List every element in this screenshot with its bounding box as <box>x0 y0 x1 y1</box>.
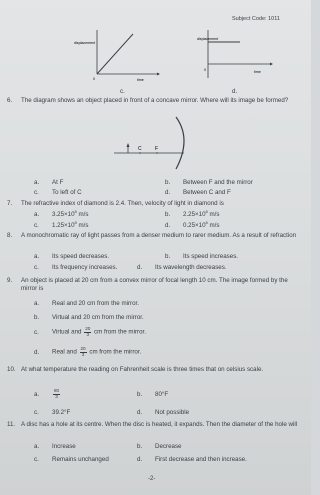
question-number: 9. <box>7 277 13 284</box>
option-text: cm from the mirror. <box>92 328 146 336</box>
option-exponent: 8 <box>74 208 77 214</box>
graph-c-letter: c. <box>120 88 125 95</box>
option-letter: c. <box>34 222 39 229</box>
graph-c <box>74 28 160 84</box>
label-f: F <box>155 146 159 152</box>
option-text: Virtual and 20 cm from the mirror. <box>52 314 144 321</box>
option-text: cm from the mirror. <box>87 348 142 356</box>
option <box>34 409 70 417</box>
numerator: 20 <box>85 326 91 331</box>
option <box>34 389 61 399</box>
option-letter: b. <box>165 253 171 260</box>
label-c: C <box>138 146 142 152</box>
option-letter: b. <box>34 314 40 321</box>
subject-code: Subject Code: 1011 <box>232 16 280 22</box>
option-text: Remains unchanged <box>52 456 109 463</box>
numerator: 20 <box>80 346 86 351</box>
option <box>34 347 141 357</box>
option-letter: c. <box>34 328 39 336</box>
question-7 <box>7 200 307 208</box>
option <box>34 264 117 272</box>
option-letter: d. <box>165 222 171 229</box>
option-text: Its wavelength decreases. <box>155 264 227 271</box>
fraction <box>80 347 87 357</box>
option-text: Its speed increases. <box>183 253 239 260</box>
option <box>137 409 189 417</box>
option-text: Its speed decreases. <box>52 253 110 260</box>
denominator: 3 <box>55 393 58 399</box>
option <box>34 179 63 187</box>
denominator: 3 <box>81 351 85 357</box>
option-letter: a. <box>34 300 40 307</box>
option-unit: m/s <box>76 222 89 229</box>
question-text: At what temperature the reading on Fahrenheit scale is three times that on celsius scale. <box>21 366 264 373</box>
option-letter: b. <box>137 391 143 398</box>
option-text: Real and 20 cm from the mirror. <box>52 300 139 307</box>
option-exponent: 8 <box>74 219 77 225</box>
option-base: 1.25×10 <box>52 222 75 229</box>
option-letter: b. <box>137 443 143 450</box>
option <box>34 189 82 197</box>
option-text: 39.2°F <box>52 409 71 416</box>
question-number: 11. <box>7 421 16 428</box>
option <box>34 300 139 308</box>
option <box>165 253 238 261</box>
option <box>137 264 227 272</box>
option-text: To left of C <box>52 189 82 196</box>
denominator: 3 <box>86 331 90 337</box>
numerator: 80 <box>54 388 60 393</box>
option-letter: a. <box>34 211 40 218</box>
option <box>34 253 109 261</box>
question-8 <box>7 232 307 240</box>
page-number: -2- <box>148 476 156 482</box>
option-letter: c. <box>34 409 39 416</box>
option-letter: c. <box>34 264 39 271</box>
option-letter: c. <box>34 456 39 463</box>
option <box>34 219 89 230</box>
option <box>165 179 253 187</box>
question-number: 8. <box>7 232 13 239</box>
option-letter: d. <box>165 189 171 196</box>
option-exponent: 8 <box>205 219 208 225</box>
question-text: An object is placed at 20 cm from a convex mirror of focal length 10 cm. The image formed by the mirror is <box>21 277 288 292</box>
question-text: The diagram shows an object placed in front of a concave mirror. Where will its image be formed? <box>21 97 289 104</box>
option-text: Decrease <box>155 443 182 450</box>
graph-d-xlabel: time <box>254 70 261 74</box>
option <box>137 443 181 451</box>
option-letter: b. <box>165 179 171 186</box>
option-unit: m/s <box>207 211 220 218</box>
option-text: First decrease and then increase. <box>155 456 247 463</box>
option <box>34 327 146 337</box>
graph-d <box>196 28 276 84</box>
option <box>165 208 220 219</box>
option <box>34 208 89 219</box>
option <box>165 219 220 230</box>
option-letter: a. <box>34 253 40 260</box>
option-text: Between F and the mirror <box>183 179 253 186</box>
option-text: Virtual and <box>52 328 84 336</box>
graph-d-origin: 0 <box>204 68 206 72</box>
option <box>165 189 231 197</box>
graph-c-origin: 0 <box>93 77 95 81</box>
option-unit: m/s <box>76 211 89 218</box>
option-letter: d. <box>137 264 143 271</box>
option-letter: a. <box>34 443 40 450</box>
graph-c-xlabel: time <box>137 78 144 82</box>
option <box>137 391 168 399</box>
option <box>34 456 109 464</box>
question-number: 6. <box>7 97 13 104</box>
option-letter: a. <box>34 179 40 186</box>
option-text: Real and <box>52 348 79 356</box>
option-unit: m/s <box>207 222 220 229</box>
option <box>34 443 76 451</box>
option-letter: d. <box>137 456 143 463</box>
graph-d-ylabel: displacement <box>197 37 219 41</box>
option-letter: d. <box>137 409 143 416</box>
graph-d-letter: d. <box>232 88 238 95</box>
option-letter: a. <box>34 390 40 398</box>
option-text: Increase <box>52 443 76 450</box>
option-text: At F <box>52 179 64 186</box>
concave-mirror-diagram <box>110 113 202 173</box>
question-text: A disc has a hole at its centre. When the disc is heated, it expands. Then the diameter of the hole will <box>21 421 298 428</box>
question-text: A monochromatic ray of light passes from a denser medium to rarer medium. As a result of refraction <box>21 232 297 239</box>
question-10 <box>7 366 307 374</box>
option <box>137 456 247 464</box>
fraction <box>84 327 91 337</box>
option-letter: b. <box>165 211 171 218</box>
option-exponent: 8 <box>205 208 208 214</box>
question-6 <box>7 97 307 105</box>
question-9 <box>7 277 307 293</box>
question-number: 7. <box>7 200 13 207</box>
option-text: Between C and F <box>183 189 231 196</box>
question-text: The refractive index of diamond is 2.4. Then, velocity of light in diamond is <box>21 200 224 207</box>
fraction <box>53 389 60 399</box>
option <box>34 314 144 322</box>
option-base: 3.25×10 <box>52 211 75 218</box>
option-base: 0.25×10 <box>183 222 206 229</box>
option-base: 2.25×10 <box>183 211 206 218</box>
question-number: 10. <box>7 366 16 373</box>
question-11 <box>7 421 307 429</box>
option-text: Its frequency increases. <box>52 264 118 271</box>
graph-c-ylabel: displacement <box>74 41 96 45</box>
option-text: 80°F <box>155 391 169 398</box>
option-letter: c. <box>34 189 39 196</box>
option-letter: d. <box>34 348 40 356</box>
option-text: Not possible <box>155 409 190 416</box>
